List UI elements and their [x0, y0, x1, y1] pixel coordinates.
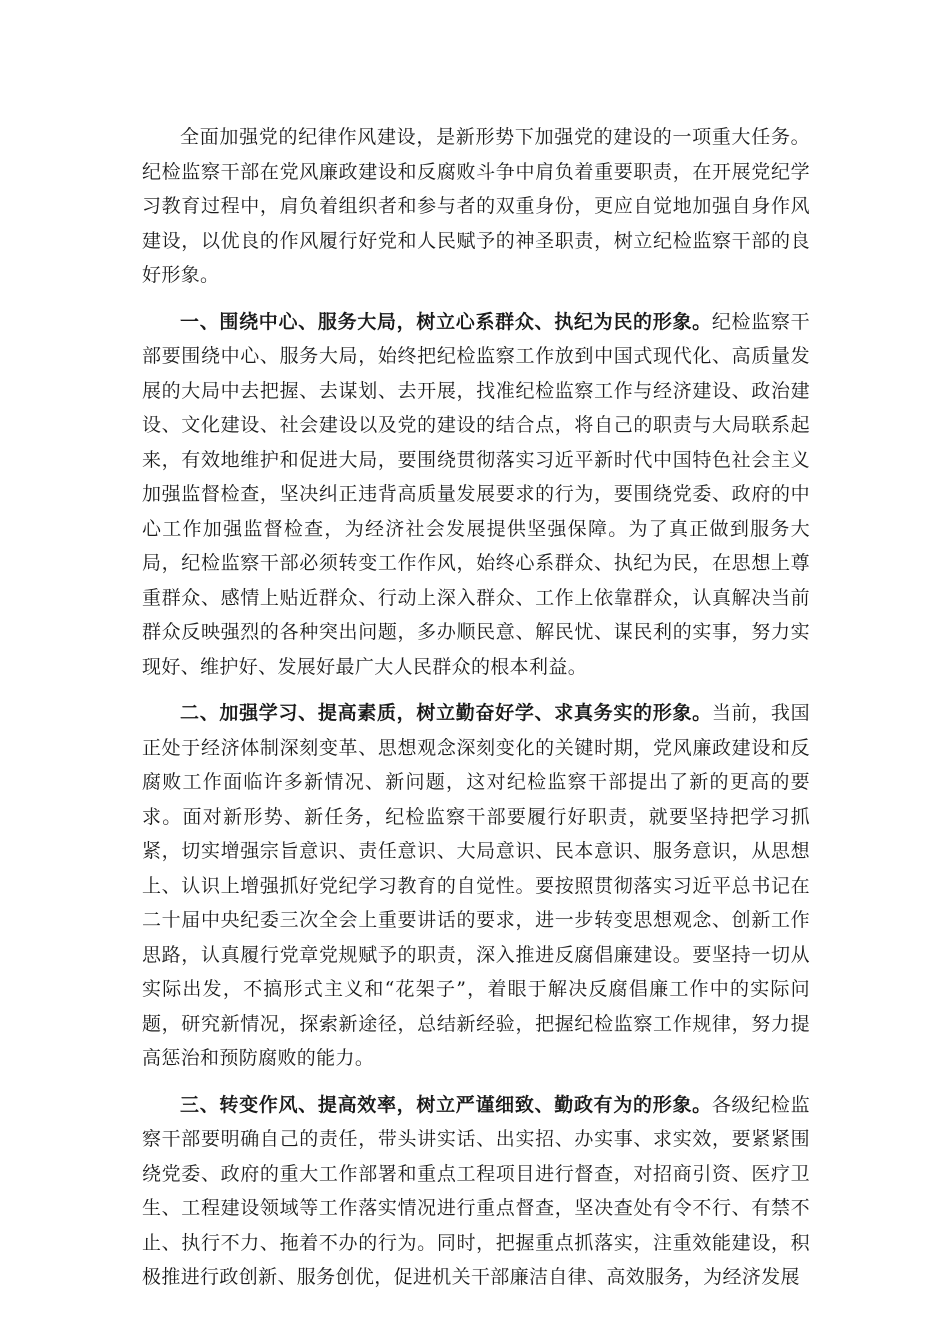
document-page — [142, 120, 810, 1307]
section-body-1: 纪检监察干部要围绕中心、服务大局，始终把纪检监察工作放到中国式现代化、高质量发展的大局中去把握、去谋划、去开展，找准纪检监察工作与经济建设、政治建设、文化建设、社会建设以及党的建设的结合点，将自己的职责与大局联系起来，有效地维护和促进大局，要围绕贯彻落实习近平新时代中国特色社会主义加强监督检查，坚决纠正违背高质量发展要求的行为，要围绕党委、政府的中心工作加强监督检查，为经济社会发展提供坚强保障。为了真正做到服务大局，纪检监察干部必须转变工作作风，始终心系群众、执纪为民，在思想上尊重群众、感情上贴近群众、行动上深入群众、工作上依靠群众，认真解决当前群众反映强烈的各种突出问题，多办顺民意、解民忧、谋民利的实事，努力实现好、维护好、发展好最广大人民群众的根本利益。 — [142, 310, 810, 678]
section-paragraph-2 — [142, 696, 810, 1076]
section-heading-1: 一、围绕中心、服务大局，树立心系群众、执纪为民的形象。 — [180, 310, 712, 333]
section-body-3: 各级纪检监察干部要明确自己的责任，带头讲实话、出实招、办实事、求实效，要紧紧围绕党委、政府的重大工作部署和重点工程项目进行督查，对招商引资、医疗卫生、工程建设领域等工作落实情况进行重点督查，坚决查处有令不行、有禁不止、执行不力、拖着不办的行为。同时，把握重点抓落实，注重效能建设，积极推进行政创新、服务创优，促进机关干部廉洁自律、高效服务，为经济发展 — [142, 1093, 810, 1288]
section-body-2: 当前，我国正处于经济体制深刻变革、思想观念深刻变化的关键时期，党风廉政建设和反腐败工作面临许多新情况、新问题，这对纪检监察干部提出了新的更高的要求。面对新形势、新任务，纪检监察干部要履行好职责，就要坚持把学习抓紧，切实增强宗旨意识、责任意识、大局意识、民本意识、服务意识，从思想上、认识上增强抓好党纪学习教育的自觉性。要按照贯彻落实习近平总书记在二十届中央纪委三次全会上重要讲话的要求，进一步转变思想观念、创新工作思路，认真履行党章党规赋予的职责，深入推进反腐倡廉建设。要坚持一切从实际出发，不搞形式主义和“花架子”，着眼于解决反腐倡廉工作中的实际问题，研究新情况，探索新途径，总结新经验，把握纪检监察工作规律，努力提高惩治和预防腐败的能力。 — [142, 702, 810, 1069]
section-heading-3: 三、转变作风、提高效率，树立严谨细致、勤政有为的形象。 — [180, 1093, 712, 1116]
section-heading-2: 二、加强学习、提高素质，树立勤奋好学、求真务实的形象。 — [180, 702, 712, 724]
intro-paragraph: 全面加强党的纪律作风建设，是新形势下加强党的建设的一项重大任务。纪检监察干部在党风廉政建设和反腐败斗争中肩负着重要职责，在开展党纪学习教育过程中，肩负着组织者和参与者的双重身份，更应自觉地加强自身作风建设，以优良的作风履行好党和人民赋予的神圣职责，树立纪检监察干部的良好形象。 — [142, 126, 810, 286]
section-paragraph-1 — [142, 305, 810, 685]
section-paragraph-3 — [142, 1088, 810, 1295]
